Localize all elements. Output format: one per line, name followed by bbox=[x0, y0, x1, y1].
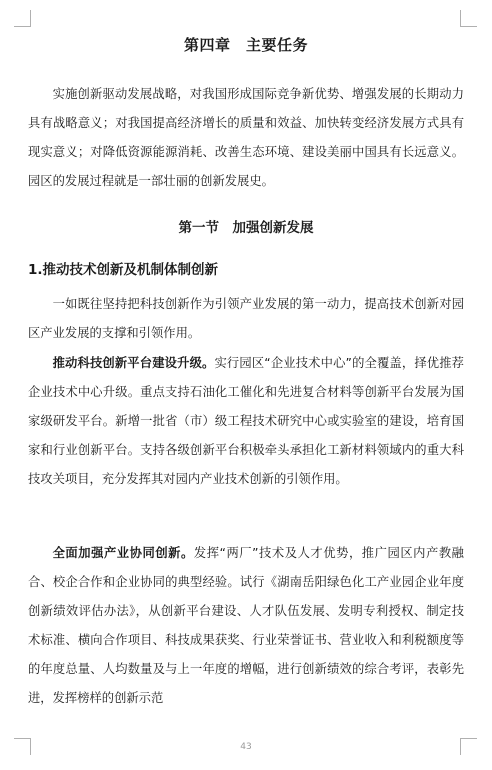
crop-mark-top-right bbox=[460, 10, 477, 27]
intro-paragraph: 实施创新驱动发展战略，对我国形成国际竞争新优势、增强发展的长期动力具有战略意义；对我国提高经济增长的质量和效益、加快转变经济发展方式具有现实意义；对降低资源能源消耗、改善生态环境、建设美丽中国具有长远意义。园区的发展过程就是一部壮丽的创新发展史。 bbox=[28, 87, 464, 188]
subsection-heading: 1.推动技术创新及机制体制创新 bbox=[28, 262, 219, 278]
collab-text: 发挥“两厂”技术及人才优势，推广园区内产教融合、校企合作和企业协同的典型经验。试行《湖南岳阳绿色化工产业园企业年度创新绩效评估办法》，从创新平台建设、人才队伍发展、发明专利授权、制定技术标准、横向合作项目、科技成果获奖、行业荣誉证书、营业收入和利税额度等的年度总量、人均数量及与上一年度的增幅，进行创新绩效的综合考评，表彰先进，发挥榜样的创新示范 bbox=[28, 546, 464, 705]
tech-innovation-paragraph: 一如既往坚持把科技创新作为引领产业发展的第一动力，提高技术创新对园区产业发展的支撑和引领作用。 bbox=[28, 297, 464, 340]
section-title: 第一节 加强创新发展 bbox=[178, 220, 314, 236]
chapter-title: 第四章 主要任务 bbox=[183, 36, 308, 54]
platform-text: 实行园区“企业技术中心”的全覆盖，择优推荐企业技术中心升级。重点支持石油化工催化和先进复合材料等创新平台发展为国家级研发平台。新增一批省（市）级工程技术研究中心或实验室的建设，培育国家和行业创新平台。支持各级创新平台积极牵头承担化工新材料领域内的重大科技攻关项目，充分发挥其对园内产业技术创新的引领作用。 bbox=[28, 356, 464, 486]
page-number: 43 bbox=[240, 742, 252, 752]
collab-lead: 全面加强产业协同创新。 bbox=[52, 546, 194, 560]
collab-paragraph bbox=[28, 539, 464, 713]
crop-mark-top-left bbox=[14, 10, 31, 27]
platform-lead: 推动科技创新平台建设升级。 bbox=[52, 356, 215, 370]
platform-paragraph bbox=[28, 349, 464, 494]
